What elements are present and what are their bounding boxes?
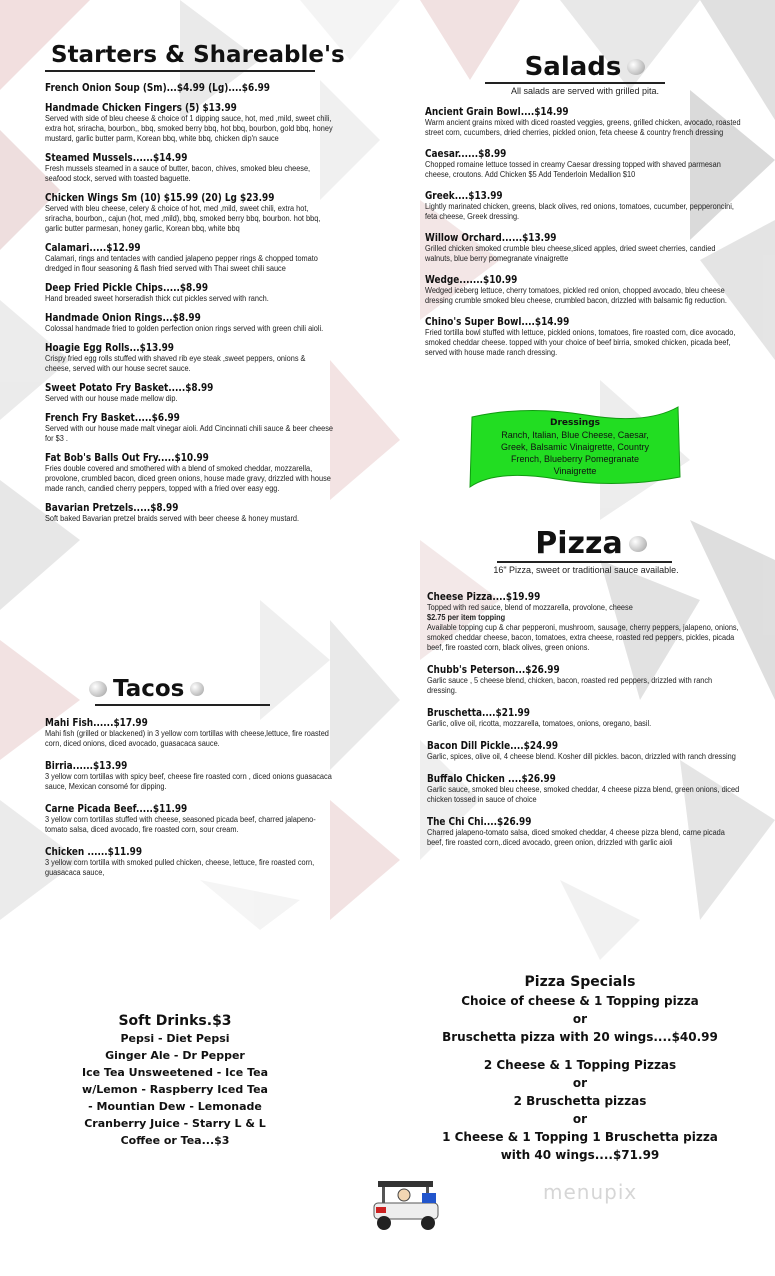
golf-ball-icon [629,536,647,552]
menu-item-name: Chicken Wings Sm (10) $15.99 (20) Lg $23.99 [45,191,275,204]
menu-item [45,759,335,792]
pizza-specials-list [440,972,720,1164]
special-line: Choice of cheese & 1 Topping pizza [461,994,699,1008]
drink-line: - Mountian Dew - Lemonade [88,1100,262,1113]
menu-item-name: Hoagie Egg Rolls...$13.99 [45,341,174,354]
menu-item-name: French Fry Basket.....$6.99 [45,411,180,424]
menu-item-description: Charred jalapeno-tomato salsa, diced smoked cheddar, 4 cheese pizza blend, carne picada beef, fire roasted corn,.diced avocado, green onion, drizzled with garlic aioli [427,828,725,847]
menu-item [427,706,745,729]
dressings-list: Ranch, Italian, Blue Cheese, Caesar, Greek, Balsamic Vinaigrette, Country French, Blueberry Pomegranate Vinaigrette [501,430,649,476]
soft-drinks-title: Soft Drinks.$3 [118,1013,232,1029]
menu-item-description: Topped with red sauce, blend of mozzarella, provolone, cheese [427,603,633,612]
menu-item-name: Caesar......$8.99 [425,147,507,160]
menu-item-description: 3 yellow corn tortillas with spicy beef, cheese fire roasted corn , diced onions guasacaca sauce, Mexican consomé for dipping. [45,772,332,791]
menu-item-name: Bruschetta....$21.99 [427,706,530,719]
golf-ball-icon [627,59,645,75]
menu-item-name: Buffalo Chicken ....$26.99 [427,772,556,785]
pizza-subtitle: 16" Pizza, sweet or traditional sauce available. [493,565,679,575]
menu-item-description: Served with our house made malt vinegar aioli. Add Cincinnati chili sauce & beer cheese for $3 . [45,424,334,443]
salads-section [425,52,745,367]
menu-item-description: Colossal handmade fried to golden perfection onion rings served with green chili aioli. [45,324,324,333]
menu-item-name: Fat Bob's Balls Out Fry.....$10.99 [45,451,209,464]
menu-item-description: Garlic, spices, olive oil, 4 cheese blend. Kosher dill pickles. bacon, drizzled with ranch dressing [427,752,736,761]
menu-item [427,590,745,653]
menu-item-name: Chicken ......$11.99 [45,845,143,858]
menupix-watermark: menupix [543,1180,638,1204]
salads-heading: Salads [524,52,622,82]
menu-item [45,241,335,274]
menu-item [45,81,335,94]
salads-list [425,105,745,358]
menu-item [45,101,335,144]
starters-section [45,42,345,531]
menu-item [425,105,745,138]
special-line: or [572,1012,588,1026]
special-line: or [572,1112,588,1126]
menu-item-name: Steamed Mussels......$14.99 [45,151,188,164]
menu-item [427,772,745,805]
menu-item [45,802,335,835]
menu-item-name: Handmade Chicken Fingers (5) $13.99 [45,101,237,114]
special-line: 2 Cheese & 1 Topping Pizzas [483,1058,677,1072]
menu-item-name: Cheese Pizza....$19.99 [427,590,541,603]
menu-item [427,739,745,762]
starters-underline [45,70,315,72]
drink-line: Pepsi - Diet Pepsi [120,1032,230,1045]
menu-item-toppings: Available topping cup & char pepperoni, mushroom, sausage, cherry peppers, jalapeno, onions, smoked cheddar cheese, bacon, tomatoes, extra cheese, roasted red peppers, pickles, picada beef, fire roasted corn, black olives, green onions. [427,623,739,652]
tacos-underline [95,704,270,706]
menu-item-name: Carne Picada Beef.....$11.99 [45,802,188,815]
menu-item-description: Served with our house made mellow dip. [45,394,178,403]
tacos-list [45,716,335,878]
menu-item-name: Wedge.......$10.99 [425,273,518,286]
menu-item [425,231,745,264]
menu-item-description: Lightly marinated chicken, greens, black olives, red onions, tomatoes, cucumber, pepperoncini, feta cheese, Greek dressing. [425,202,734,221]
menu-item [45,845,335,878]
menu-item-description: 3 yellow corn tortilla with smoked pulled chicken, cheese, lettuce, fire roasted corn, guasacaca sauce, [45,858,315,877]
menu-item [45,281,335,304]
menu-item-description: Fresh mussels steamed in a sauce of butter, bacon, chives, smoked bleu cheese, seafood stock, served with toasted baguette. [45,164,311,183]
drink-line: w/Lemon - Raspberry Iced Tea [82,1083,268,1096]
menu-item [45,716,335,749]
menu-item-description: Fried tortilla bowl stuffed with lettuce, pickled onions, tomatoes, fire roasted corn, dice avocado, smoked cheddar cheese. topped with your choice of beef birria, smoked chicken, picada beef, served with house made ranch dressing. [425,328,736,357]
menu-item-name: Willow Orchard......$13.99 [425,231,557,244]
menu-item-description: Served with side of bleu cheese & choice of 1 dipping sauce, hot, med ,mild, sweet chili, extra hot, sriracha, bourbon,, bbq, smoked berry bbq, hot bbq, bourbon, gold bbq, honey mustard, garlic butter parm, Korean bbq, white bbq, chicken dip'n sauce [45,114,333,143]
pizza-specials-section [440,972,720,1164]
tacos-heading: Tacos [113,676,185,702]
pizza-specials-title: Pizza Specials [524,974,636,990]
drink-line: Ice Tea Unsweetened - Ice Tea [82,1066,268,1079]
menu-item [425,189,745,222]
menu-item-description: Garlic sauce, smoked bleu cheese, smoked cheddar, 4 cheese pizza blend, green onions, diced chicken tossed in sauce of choice [427,785,740,804]
menu-item-description: Chopped romaine lettuce tossed in creamy Caesar dressing topped with shaved parmesan cheese, croutons. Add Chicken $5 Add Tenderloin Medallion $10 [425,160,721,179]
golf-cart-logo [360,1175,455,1233]
menu-item [45,381,335,404]
drink-line: Cranberry Juice - Starry L & L [84,1117,266,1130]
menu-item [45,311,335,334]
menu-item-topping-price: $2.75 per item topping [427,613,506,622]
menu-item [45,411,335,444]
menu-item [425,273,745,306]
pizza-underline [497,561,672,563]
menu-item-name: Chino's Super Bowl....$14.99 [425,315,570,328]
soft-drinks-list [80,1030,270,1149]
menu-item [425,315,745,358]
menu-item [45,341,335,374]
soft-drinks-section [80,1012,270,1149]
menu-item-description: Soft baked Bavarian pretzel braids served with beer cheese & honey mustard. [45,514,300,523]
menu-item-name: Birria......$13.99 [45,759,128,772]
menu-item-name: Deep Fried Pickle Chips.....$8.99 [45,281,209,294]
special-line: Bruschetta pizza with 20 wings....$40.99 [442,1030,718,1044]
menu-item-description: Garlic sauce , 5 cheese blend, chicken, bacon, roasted red peppers, drizzled with ranch dressing. [427,676,713,695]
special-line: or [572,1076,588,1090]
special-line: 2 Bruschetta pizzas [513,1094,647,1108]
menu-item-name: Calamari.....$12.99 [45,241,141,254]
pizza-section [427,526,745,858]
menu-item [45,451,335,494]
menu-item-name: Bavarian Pretzels.....$8.99 [45,501,179,514]
drink-line: Coffee or Tea...$3 [120,1134,230,1147]
menu-item-description: Garlic, olive oil, ricotta, mozzarella, tomatoes, onions, oregano, basil. [427,719,652,728]
menu-item-description: Served with bleu cheese, celery & choice of hot, med ,mild, sweet chili, extra hot, sriracha, bourbon,, cajun (hot, med ,mild), bbq, smoked berry bbq, bourbon. hot bbq, garlic butter parmesan, honey garlic, Korean bbq, white bbq [45,204,321,233]
dressings-banner [466,403,684,491]
menu-item-description: Wedged iceberg lettuce, cherry tomatoes, pickled red onion, chopped avocado, bleu cheese dressing crumble smoked bleu cheese, crumbled bacon, drizzled with balsamic fig reduction. [425,286,727,305]
menu-item-description: Crispy fried egg rolls stuffed with shaved rib eye steak ,sweet peppers, onions & cheese, served with our house secret sauce. [45,354,306,373]
menu-item [427,815,745,848]
menu-item [427,663,745,696]
menu-item-name: Handmade Onion Rings...$8.99 [45,311,201,324]
menu-item-name: Sweet Potato Fry Basket.....$8.99 [45,381,214,394]
menu-item-description: Grilled chicken smoked crumble bleu cheese,sliced apples, dried sweet cherries, candied walnuts, blue berry pomegranate vinaigrette [425,244,716,263]
pizza-list [427,590,745,848]
menu-item-description: Hand breaded sweet horseradish thick cut pickles served with ranch. [45,294,269,303]
menu-item-description: Warm ancient grains mixed with diced roasted veggies, greens, grilled chicken, avocado, roasted street corn, cucumbers, dried cherries, pickled onion, feta cheese & country french dressing [425,118,741,137]
menu-item-name: Mahi Fish......$17.99 [45,716,148,729]
menu-item-description: Mahi fish (grilled or blackened) in 3 yellow corn tortillas with cheese,lettuce, fire roasted corn, diced onions, diced avocado, guasacaca sauce. [45,729,329,748]
menu-item [425,147,745,180]
menu-item-name: Greek....$13.99 [425,189,503,202]
special-line [440,1046,720,1056]
dressings-title: Dressings [549,418,601,428]
menu-item-description: Calamari, rings and tentacles with candied jalapeno pepper rings & chopped tomato dredged in flour seasoning & flash fried served with Thai sweet chili sauce [45,254,318,273]
menu-item-name: Chubb's Peterson...$26.99 [427,663,560,676]
pizza-heading: Pizza [535,526,623,561]
menu-item [45,501,335,524]
starters-heading: Starters & Shareable's [51,42,345,68]
tacos-section [45,676,335,888]
menu-item-name: Ancient Grain Bowl....$14.99 [425,105,569,118]
menu-item-description: Fries double covered and smothered with a blend of smoked cheddar, mozzarella, provolone, crumbled bacon, diced green onions, house made gravy, drizzled with house made ranch, candied cherry peppers, topped with a fried over easy egg. [45,464,331,493]
menu-item-name: The Chi Chi....$26.99 [427,815,532,828]
menu-item-name: French Onion Soup (Sm)...$4.99 (Lg)....$6.99 [45,81,270,94]
menu-item-name: Bacon Dill Pickle....$24.99 [427,739,559,752]
menu-item-description: 3 yellow corn tortillas stuffed with cheese, seasoned picada beef, charred jalapeno-tomato salsa, diced avocado, fire roasted corn, sour cream. [45,815,316,834]
menu-item [45,191,335,234]
salads-subtitle: All salads are served with grilled pita. [510,86,660,96]
special-line: with 40 wings....$71.99 [500,1148,660,1162]
drink-line: Ginger Ale - Dr Pepper [105,1049,245,1062]
menu-item [45,151,335,184]
soccer-ball-icon [190,682,204,696]
golf-ball-icon [89,681,107,697]
starters-list [45,81,335,524]
special-line: 1 Cheese & 1 Topping 1 Bruschetta pizza [442,1130,718,1144]
salads-underline [485,82,665,84]
